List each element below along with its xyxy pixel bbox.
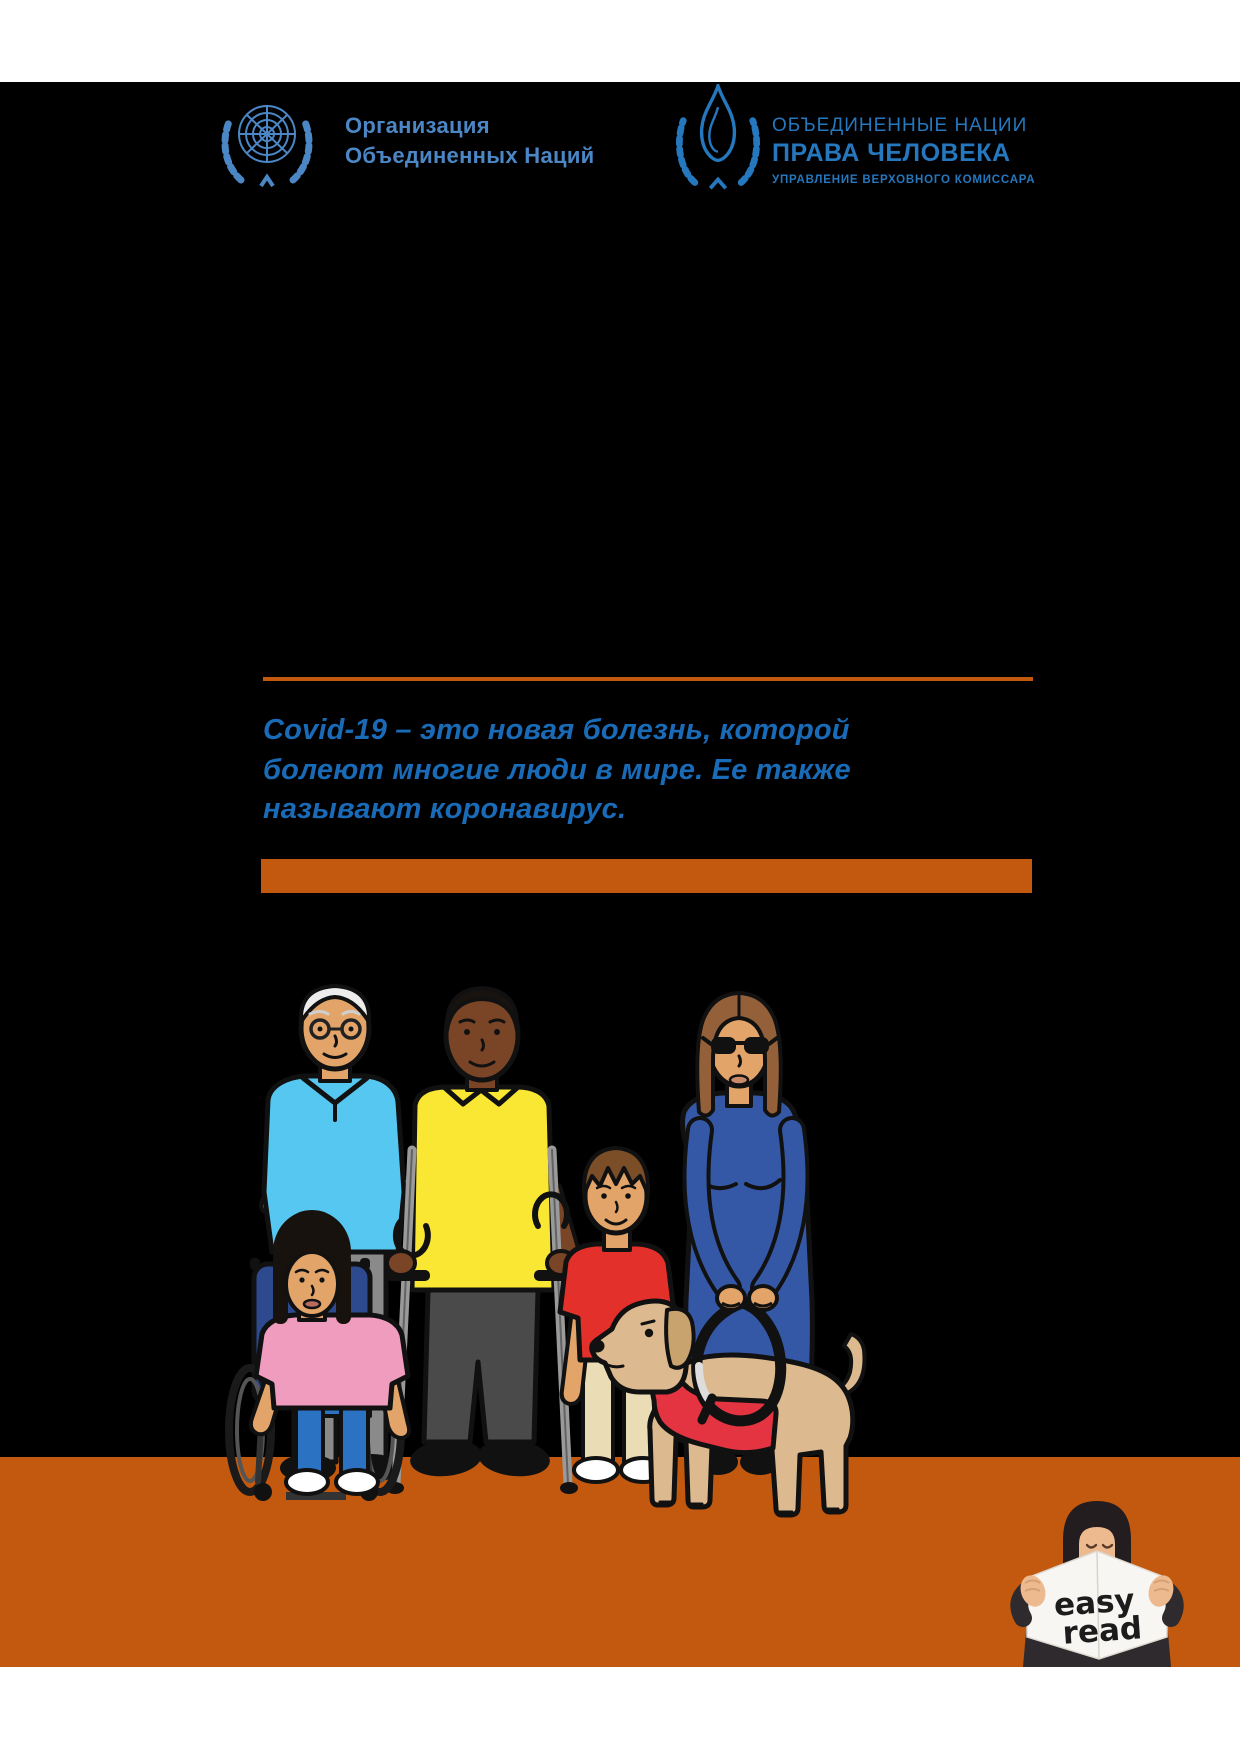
ohchr-logo-text (772, 114, 1035, 186)
ohchr-flame-emblem-icon (668, 84, 768, 196)
un-emblem-icon (215, 92, 319, 192)
intro-line2: болеют многие люди в мире. Ее также (263, 753, 851, 786)
easy-read-logo (1003, 1488, 1195, 1667)
easy-read-word2: read (1061, 1610, 1144, 1652)
top-white-band (0, 0, 1240, 82)
intro-line3: называют коронавирус. (263, 793, 627, 825)
ohchr-logo-line2: ПРАВА ЧЕЛОВЕКА (772, 139, 1011, 167)
ohchr-logo-line1: ОБЪЕДИНЕННЫЕ НАЦИИ (772, 115, 1028, 136)
bottom-white-band (0, 1667, 1240, 1754)
un-logo-text (345, 111, 595, 171)
disability-group-illustration (180, 955, 890, 1520)
orange-bar (261, 859, 1032, 893)
intro-line1: Covid-19 – это новая болезнь, которой (263, 714, 850, 746)
un-logo-line1: Организация (345, 113, 490, 138)
ohchr-logo-line3: УПРАВЛЕНИЕ ВЕРХОВНОГО КОМИССАРА (772, 174, 1036, 186)
orange-divider-line (263, 677, 1033, 681)
intro-paragraph (263, 711, 963, 830)
easy-read-word1: easy (1052, 1582, 1136, 1624)
un-logo-line2: Объединенных Наций (345, 143, 595, 168)
man-with-crutches-figure (386, 988, 579, 1494)
open-book (1027, 1551, 1167, 1659)
